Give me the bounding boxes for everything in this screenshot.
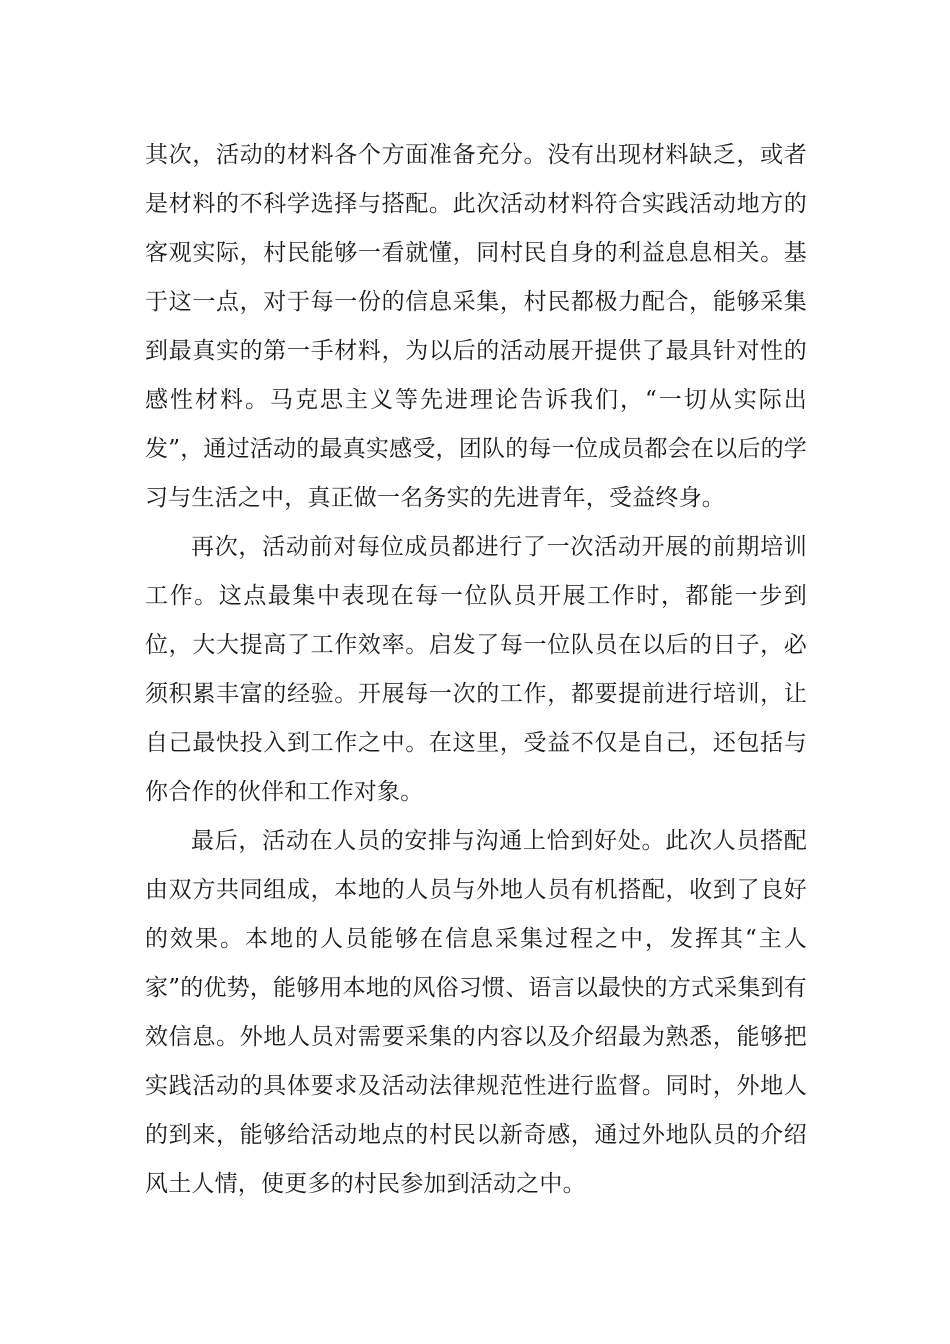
paragraph-1: 其次，活动的材料各个方面准备充分。没有出现材料缺乏，或者是材料的不科学选择与搭配。此次活动材料符合实践活动地方的客观实际，村民能够一看就懂，同村民自身的利益息息相关。基于这一点，对于每一份的信息采集，村民都极力配合，能够采集到最真实的第一手材料，为以后的活动展开提供了最具针对性的感性材料。马克思主义等先进理论告诉我们，“一切从实际出发”，通过活动的最真实感受，团队的每一位成员都会在以后的学习与生活之中，真正做一名务实的先进青年，受益终身。 — [145, 142, 807, 511]
paragraph-2: 再次，活动前对每位成员都进行了一次活动开展的前期培训工作。这点最集中表现在每一位队员开展工作时，都能一步到位，大大提高了工作效率。启发了每一位队员在以后的日子，必须积累丰富的经验。开展每一次的工作，都要提前进行培训，让自己最快投入到工作之中。在这里，受益不仅是自己，还包括与你合作的伙伴和工作对象。 — [145, 534, 807, 805]
paragraph-3: 最后，活动在人员的安排与沟通上恰到好处。此次人员搭配由双方共同组成，本地的人员与外地人员有机搭配，收到了良好的效果。本地的人员能够在信息采集过程之中，发挥其“主人家”的优势，能够用本地的风俗习惯、语言以最快的方式采集到有效信息。外地人员对需要采集的内容以及介绍最为熟悉，能够把实践活动的具体要求及活动法律规范性进行监督。同时，外地人的到来，能够给活动地点的村民以新奇感，通过外地队员的介绍风土人情，使更多的村民参加到活动之中。 — [145, 828, 807, 1197]
document-body — [145, 131, 807, 1209]
